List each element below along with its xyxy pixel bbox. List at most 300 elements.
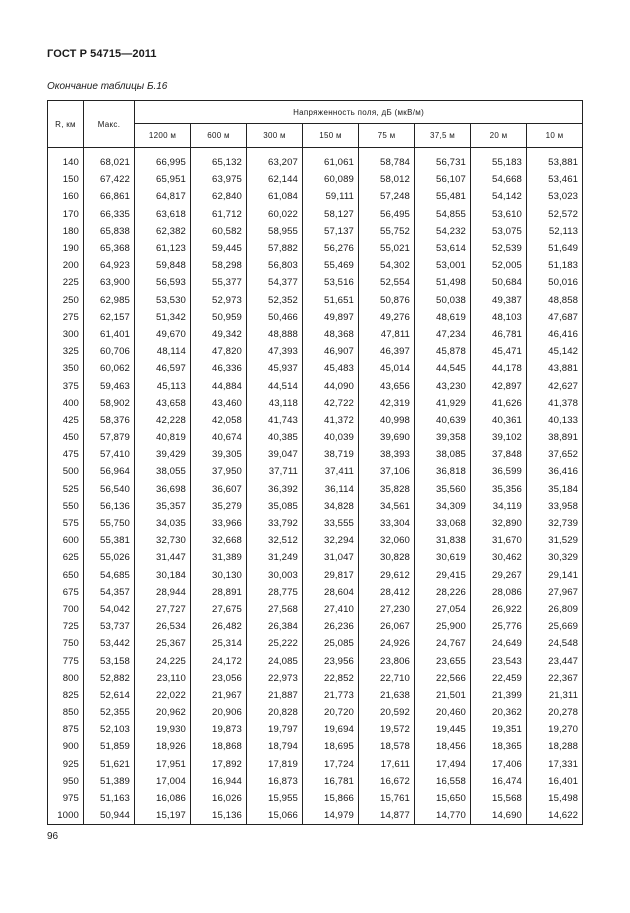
cell-distance: 180 [48, 223, 84, 240]
cell-value: 19,445 [415, 721, 471, 738]
cell-value: 30,828 [359, 549, 415, 566]
cell-value: 38,393 [359, 446, 415, 463]
cell-value: 34,035 [135, 515, 191, 532]
cell-value: 47,234 [415, 326, 471, 343]
cell-value: 30,003 [247, 567, 303, 584]
cell-value: 45,471 [471, 343, 527, 360]
table-row [48, 773, 583, 790]
cell-value: 27,568 [247, 601, 303, 618]
cell-value: 48,619 [415, 309, 471, 326]
cell-max: 52,614 [84, 687, 135, 704]
cell-value: 37,652 [527, 446, 583, 463]
cell-value: 53,610 [471, 206, 527, 223]
cell-value: 15,066 [247, 807, 303, 825]
table-row [48, 532, 583, 549]
cell-value: 37,950 [191, 463, 247, 480]
cell-max: 51,389 [84, 773, 135, 790]
cell-max: 53,158 [84, 652, 135, 669]
cell-max: 66,861 [84, 188, 135, 205]
cell-value: 15,761 [359, 790, 415, 807]
col-header-height: 300 м [247, 124, 303, 148]
cell-value: 43,118 [247, 395, 303, 412]
cell-max: 54,357 [84, 584, 135, 601]
cell-value: 38,085 [415, 446, 471, 463]
cell-value: 44,178 [471, 360, 527, 377]
cell-value: 53,614 [415, 240, 471, 257]
cell-max: 63,900 [84, 274, 135, 291]
cell-value: 31,670 [471, 532, 527, 549]
cell-value: 49,897 [303, 309, 359, 326]
cell-value: 62,144 [247, 171, 303, 188]
table-row [48, 343, 583, 360]
cell-value: 41,372 [303, 412, 359, 429]
cell-value: 52,005 [471, 257, 527, 274]
cell-value: 41,626 [471, 395, 527, 412]
cell-max: 54,685 [84, 567, 135, 584]
cell-value: 56,731 [415, 154, 471, 171]
cell-value: 37,106 [359, 463, 415, 480]
table-row [48, 584, 583, 601]
cell-max: 58,902 [84, 395, 135, 412]
cell-value: 31,389 [191, 549, 247, 566]
cell-distance: 550 [48, 498, 84, 515]
cell-value: 53,530 [135, 292, 191, 309]
cell-value: 29,817 [303, 567, 359, 584]
table-row [48, 257, 583, 274]
cell-distance: 325 [48, 343, 84, 360]
cell-value: 19,572 [359, 721, 415, 738]
cell-value: 33,958 [527, 498, 583, 515]
cell-value: 23,655 [415, 652, 471, 669]
table-row [48, 274, 583, 291]
cell-max: 55,750 [84, 515, 135, 532]
cell-value: 18,578 [359, 738, 415, 755]
cell-value: 22,459 [471, 670, 527, 687]
cell-value: 63,975 [191, 171, 247, 188]
cell-value: 61,061 [303, 154, 359, 171]
cell-value: 42,897 [471, 377, 527, 394]
cell-value: 20,720 [303, 704, 359, 721]
cell-value: 23,447 [527, 652, 583, 669]
cell-value: 35,357 [135, 498, 191, 515]
cell-value: 52,973 [191, 292, 247, 309]
cell-value: 46,907 [303, 343, 359, 360]
cell-value: 62,382 [135, 223, 191, 240]
cell-value: 45,483 [303, 360, 359, 377]
cell-value: 46,416 [527, 326, 583, 343]
col-header-height: 37,5 м [415, 124, 471, 148]
cell-value: 42,058 [191, 412, 247, 429]
cell-value: 16,672 [359, 773, 415, 790]
cell-value: 21,638 [359, 687, 415, 704]
cell-value: 36,416 [527, 463, 583, 480]
cell-value: 46,781 [471, 326, 527, 343]
cell-value: 36,607 [191, 481, 247, 498]
cell-value: 52,352 [247, 292, 303, 309]
cell-value: 26,482 [191, 618, 247, 635]
table-body [48, 154, 583, 825]
cell-value: 48,114 [135, 343, 191, 360]
cell-value: 50,038 [415, 292, 471, 309]
cell-value: 53,075 [471, 223, 527, 240]
table-row [48, 412, 583, 429]
cell-value: 45,014 [359, 360, 415, 377]
cell-max: 64,923 [84, 257, 135, 274]
cell-value: 21,967 [191, 687, 247, 704]
cell-distance: 450 [48, 429, 84, 446]
cell-value: 23,110 [135, 670, 191, 687]
cell-distance: 475 [48, 446, 84, 463]
cell-value: 30,462 [471, 549, 527, 566]
cell-value: 59,111 [303, 188, 359, 205]
cell-value: 32,730 [135, 532, 191, 549]
cell-value: 22,022 [135, 687, 191, 704]
cell-value: 22,710 [359, 670, 415, 687]
cell-value: 32,890 [471, 515, 527, 532]
cell-value: 60,582 [191, 223, 247, 240]
cell-value: 24,172 [191, 652, 247, 669]
cell-value: 52,572 [527, 206, 583, 223]
cell-value: 36,392 [247, 481, 303, 498]
table-row [48, 481, 583, 498]
cell-value: 26,922 [471, 601, 527, 618]
cell-distance: 275 [48, 309, 84, 326]
table-row [48, 687, 583, 704]
cell-max: 60,062 [84, 360, 135, 377]
cell-value: 16,873 [247, 773, 303, 790]
cell-value: 15,866 [303, 790, 359, 807]
cell-distance: 850 [48, 704, 84, 721]
cell-value: 18,794 [247, 738, 303, 755]
cell-distance: 925 [48, 756, 84, 773]
cell-value: 42,319 [359, 395, 415, 412]
cell-value: 14,770 [415, 807, 471, 825]
cell-value: 51,649 [527, 240, 583, 257]
table-row [48, 463, 583, 480]
cell-value: 58,784 [359, 154, 415, 171]
cell-value: 22,566 [415, 670, 471, 687]
cell-value: 27,727 [135, 601, 191, 618]
cell-value: 19,270 [527, 721, 583, 738]
cell-value: 29,612 [359, 567, 415, 584]
cell-value: 25,314 [191, 635, 247, 652]
cell-value: 50,876 [359, 292, 415, 309]
cell-value: 25,085 [303, 635, 359, 652]
col-header-max: Макс. [84, 101, 135, 148]
table-row [48, 515, 583, 532]
cell-value: 17,004 [135, 773, 191, 790]
table-row [48, 429, 583, 446]
table-row [48, 326, 583, 343]
cell-value: 49,387 [471, 292, 527, 309]
table-row [48, 498, 583, 515]
cell-distance: 900 [48, 738, 84, 755]
cell-distance: 650 [48, 567, 84, 584]
table-row [48, 154, 583, 171]
cell-value: 42,627 [527, 377, 583, 394]
table-row [48, 567, 583, 584]
cell-value: 55,021 [359, 240, 415, 257]
cell-value: 45,142 [527, 343, 583, 360]
cell-value: 26,534 [135, 618, 191, 635]
table-row [48, 360, 583, 377]
cell-value: 51,498 [415, 274, 471, 291]
cell-value: 23,543 [471, 652, 527, 669]
cell-value: 33,966 [191, 515, 247, 532]
cell-value: 46,336 [191, 360, 247, 377]
cell-value: 44,514 [247, 377, 303, 394]
cell-value: 65,132 [191, 154, 247, 171]
cell-distance: 140 [48, 154, 84, 171]
cell-max: 56,136 [84, 498, 135, 515]
cell-value: 40,639 [415, 412, 471, 429]
cell-value: 15,136 [191, 807, 247, 825]
cell-max: 58,376 [84, 412, 135, 429]
cell-value: 31,529 [527, 532, 583, 549]
cell-value: 48,858 [527, 292, 583, 309]
cell-value: 39,047 [247, 446, 303, 463]
cell-value: 55,377 [191, 274, 247, 291]
cell-value: 26,236 [303, 618, 359, 635]
cell-value: 17,951 [135, 756, 191, 773]
col-header-height: 600 м [191, 124, 247, 148]
field-strength-table [47, 100, 583, 825]
cell-value: 47,811 [359, 326, 415, 343]
cell-value: 58,298 [191, 257, 247, 274]
cell-value: 55,183 [471, 154, 527, 171]
cell-value: 20,592 [359, 704, 415, 721]
cell-value: 45,113 [135, 377, 191, 394]
cell-max: 65,368 [84, 240, 135, 257]
cell-value: 51,342 [135, 309, 191, 326]
cell-value: 44,090 [303, 377, 359, 394]
cell-value: 24,548 [527, 635, 583, 652]
cell-value: 40,385 [247, 429, 303, 446]
cell-value: 60,089 [303, 171, 359, 188]
cell-value: 31,047 [303, 549, 359, 566]
cell-value: 19,930 [135, 721, 191, 738]
cell-value: 34,828 [303, 498, 359, 515]
cell-value: 38,719 [303, 446, 359, 463]
cell-distance: 350 [48, 360, 84, 377]
page-number: 96 [47, 831, 59, 842]
cell-distance: 775 [48, 652, 84, 669]
cell-value: 49,276 [359, 309, 415, 326]
cell-max: 51,621 [84, 756, 135, 773]
cell-value: 32,294 [303, 532, 359, 549]
cell-value: 63,207 [247, 154, 303, 171]
cell-value: 24,649 [471, 635, 527, 652]
cell-distance: 600 [48, 532, 84, 549]
cell-value: 55,469 [303, 257, 359, 274]
cell-value: 32,668 [191, 532, 247, 549]
cell-distance: 160 [48, 188, 84, 205]
cell-value: 66,995 [135, 154, 191, 171]
cell-value: 62,840 [191, 188, 247, 205]
cell-value: 61,123 [135, 240, 191, 257]
cell-max: 52,355 [84, 704, 135, 721]
cell-value: 15,568 [471, 790, 527, 807]
cell-value: 65,951 [135, 171, 191, 188]
table-row [48, 704, 583, 721]
cell-value: 33,068 [415, 515, 471, 532]
cell-max: 62,157 [84, 309, 135, 326]
cell-distance: 975 [48, 790, 84, 807]
cell-value: 45,878 [415, 343, 471, 360]
cell-value: 43,230 [415, 377, 471, 394]
cell-value: 58,955 [247, 223, 303, 240]
cell-value: 24,225 [135, 652, 191, 669]
cell-value: 25,222 [247, 635, 303, 652]
cell-distance: 950 [48, 773, 84, 790]
cell-value: 21,773 [303, 687, 359, 704]
cell-value: 53,881 [527, 154, 583, 171]
cell-value: 28,604 [303, 584, 359, 601]
cell-max: 59,463 [84, 377, 135, 394]
cell-max: 55,026 [84, 549, 135, 566]
cell-distance: 700 [48, 601, 84, 618]
cell-value: 16,558 [415, 773, 471, 790]
cell-value: 20,362 [471, 704, 527, 721]
cell-value: 22,852 [303, 670, 359, 687]
cell-max: 62,985 [84, 292, 135, 309]
cell-distance: 825 [48, 687, 84, 704]
cell-value: 16,781 [303, 773, 359, 790]
cell-value: 61,084 [247, 188, 303, 205]
cell-value: 17,331 [527, 756, 583, 773]
cell-max: 52,103 [84, 721, 135, 738]
cell-value: 29,141 [527, 567, 583, 584]
cell-value: 58,127 [303, 206, 359, 223]
cell-value: 31,249 [247, 549, 303, 566]
cell-value: 39,358 [415, 429, 471, 446]
cell-value: 35,184 [527, 481, 583, 498]
cell-value: 56,495 [359, 206, 415, 223]
cell-value: 39,690 [359, 429, 415, 446]
col-header-height: 20 м [471, 124, 527, 148]
cell-value: 25,367 [135, 635, 191, 652]
cell-value: 15,197 [135, 807, 191, 825]
cell-max: 54,042 [84, 601, 135, 618]
cell-value: 53,516 [303, 274, 359, 291]
table-row [48, 670, 583, 687]
table-row [48, 618, 583, 635]
cell-value: 36,114 [303, 481, 359, 498]
cell-value: 32,739 [527, 515, 583, 532]
cell-value: 21,501 [415, 687, 471, 704]
cell-value: 38,055 [135, 463, 191, 480]
cell-value: 47,687 [527, 309, 583, 326]
cell-value: 43,881 [527, 360, 583, 377]
table-row [48, 309, 583, 326]
cell-max: 57,410 [84, 446, 135, 463]
cell-value: 23,956 [303, 652, 359, 669]
cell-value: 54,302 [359, 257, 415, 274]
cell-value: 27,230 [359, 601, 415, 618]
cell-value: 39,305 [191, 446, 247, 463]
table-row [48, 549, 583, 566]
cell-value: 16,086 [135, 790, 191, 807]
cell-max: 57,879 [84, 429, 135, 446]
cell-value: 24,926 [359, 635, 415, 652]
cell-value: 45,937 [247, 360, 303, 377]
cell-value: 27,967 [527, 584, 583, 601]
cell-value: 51,183 [527, 257, 583, 274]
cell-max: 56,540 [84, 481, 135, 498]
table-header [48, 101, 583, 155]
table-row [48, 738, 583, 755]
cell-value: 18,868 [191, 738, 247, 755]
cell-value: 15,498 [527, 790, 583, 807]
cell-value: 26,067 [359, 618, 415, 635]
cell-value: 52,113 [527, 223, 583, 240]
cell-value: 36,599 [471, 463, 527, 480]
cell-value: 29,267 [471, 567, 527, 584]
cell-max: 51,859 [84, 738, 135, 755]
cell-value: 54,142 [471, 188, 527, 205]
cell-value: 16,026 [191, 790, 247, 807]
cell-value: 41,929 [415, 395, 471, 412]
table-row [48, 807, 583, 825]
cell-value: 49,670 [135, 326, 191, 343]
cell-value: 56,107 [415, 171, 471, 188]
cell-max: 53,442 [84, 635, 135, 652]
cell-max: 60,706 [84, 343, 135, 360]
cell-value: 17,494 [415, 756, 471, 773]
table-row [48, 790, 583, 807]
cell-value: 34,309 [415, 498, 471, 515]
col-header-height: 150 м [303, 124, 359, 148]
cell-distance: 725 [48, 618, 84, 635]
cell-max: 55,381 [84, 532, 135, 549]
cell-value: 30,184 [135, 567, 191, 584]
cell-value: 27,410 [303, 601, 359, 618]
cell-value: 39,102 [471, 429, 527, 446]
cell-value: 47,393 [247, 343, 303, 360]
cell-value: 48,103 [471, 309, 527, 326]
cell-value: 19,694 [303, 721, 359, 738]
cell-max: 66,335 [84, 206, 135, 223]
cell-value: 25,900 [415, 618, 471, 635]
cell-value: 14,877 [359, 807, 415, 825]
cell-value: 33,792 [247, 515, 303, 532]
cell-value: 56,803 [247, 257, 303, 274]
cell-value: 17,611 [359, 756, 415, 773]
cell-distance: 225 [48, 274, 84, 291]
table-row [48, 292, 583, 309]
cell-value: 19,797 [247, 721, 303, 738]
cell-distance: 500 [48, 463, 84, 480]
cell-value: 34,119 [471, 498, 527, 515]
cell-value: 34,561 [359, 498, 415, 515]
cell-value: 35,356 [471, 481, 527, 498]
cell-max: 50,944 [84, 807, 135, 825]
table-row [48, 377, 583, 394]
cell-value: 30,619 [415, 549, 471, 566]
table-row [48, 635, 583, 652]
document-header: ГОСТ Р 54715—2011 [47, 48, 157, 60]
cell-value: 18,695 [303, 738, 359, 755]
cell-value: 53,461 [527, 171, 583, 188]
cell-value: 54,668 [471, 171, 527, 188]
cell-value: 40,998 [359, 412, 415, 429]
table-caption: Окончание таблицы Б.16 [47, 81, 168, 92]
cell-value: 28,086 [471, 584, 527, 601]
cell-value: 20,278 [527, 704, 583, 721]
cell-value: 48,368 [303, 326, 359, 343]
table-row [48, 240, 583, 257]
table-row [48, 601, 583, 618]
